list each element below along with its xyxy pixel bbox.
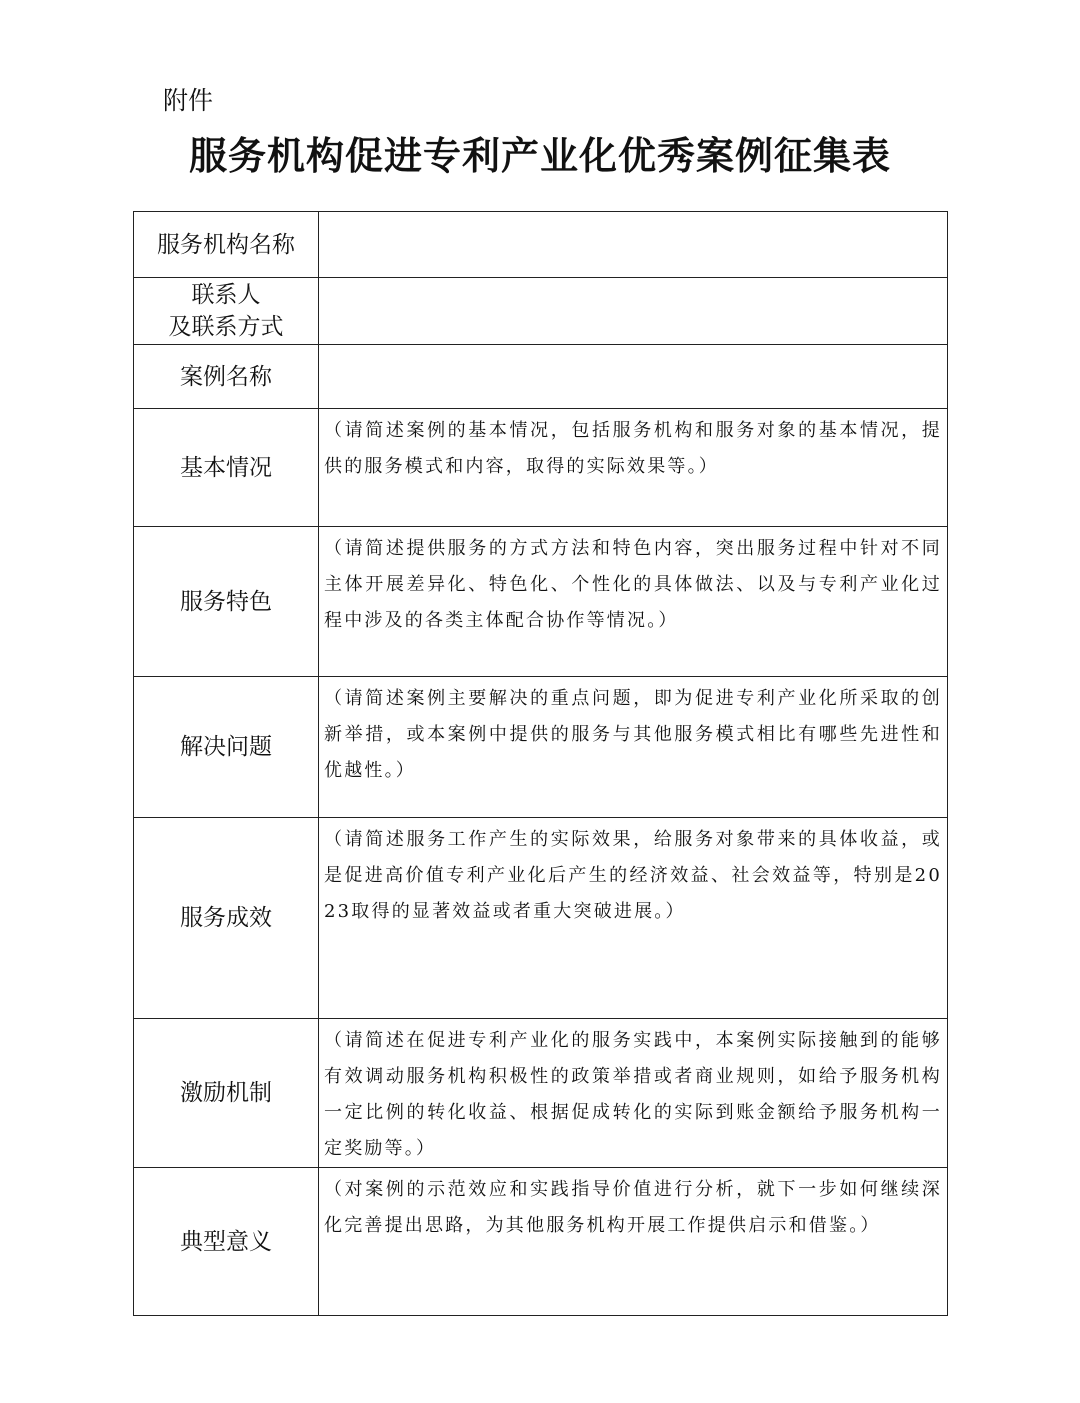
field-label-incentive-mechanism: 激励机制	[134, 1019, 319, 1168]
field-label-case-name: 案例名称	[134, 345, 319, 409]
field-label-problems-solved: 解决问题	[134, 677, 319, 818]
field-hint-basic-info[interactable]: （请简述案例的基本情况，包括服务机构和服务对象的基本情况，提供的服务模式和内容，取得的实际效果等。）	[319, 409, 948, 527]
field-label-contact: 联系人 及联系方式	[134, 278, 319, 345]
field-label-service-results: 服务成效	[134, 818, 319, 1019]
form-row-contact	[134, 278, 948, 345]
case-collection-form	[133, 211, 948, 1316]
field-input-contact[interactable]	[319, 278, 948, 345]
attachment-label: 附件	[163, 86, 214, 115]
form-row-problems-solved	[134, 677, 948, 818]
field-input-org-name[interactable]	[319, 212, 948, 278]
field-hint-service-results[interactable]: （请简述服务工作产生的实际效果，给服务对象带来的具体收益，或是促进高价值专利产业化后产生的经济效益、社会效益等，特别是2023取得的显著效益或者重大突破进展。）	[319, 818, 948, 1019]
form-row-service-results	[134, 818, 948, 1019]
field-label-basic-info: 基本情况	[134, 409, 319, 527]
field-input-case-name[interactable]	[319, 345, 948, 409]
form-row-typical-significance	[134, 1168, 948, 1316]
field-hint-problems-solved[interactable]: （请简述案例主要解决的重点问题，即为促进专利产业化所采取的创新举措，或本案例中提供的服务与其他服务模式相比有哪些先进性和优越性。）	[319, 677, 948, 818]
field-hint-incentive-mechanism[interactable]: （请简述在促进专利产业化的服务实践中，本案例实际接触到的能够有效调动服务机构积极性的政策举措或者商业规则，如给予服务机构一定比例的转化收益、根据促成转化的实际到账金额给予服务机构一定奖励等。）	[319, 1019, 948, 1168]
form-row-case-name	[134, 345, 948, 409]
field-label-service-features: 服务特色	[134, 527, 319, 677]
document-title: 服务机构促进专利产业化优秀案例征集表	[188, 133, 891, 178]
field-hint-typical-significance[interactable]: （对案例的示范效应和实践指导价值进行分析，就下一步如何继续深化完善提出思路，为其他服务机构开展工作提供启示和借鉴。）	[319, 1168, 948, 1316]
form-row-basic-info	[134, 409, 948, 527]
field-label-org-name: 服务机构名称	[134, 212, 319, 278]
field-label-typical-significance: 典型意义	[134, 1168, 319, 1316]
field-hint-service-features[interactable]: （请简述提供服务的方式方法和特色内容，突出服务过程中针对不同主体开展差异化、特色化、个性化的具体做法、以及与专利产业化过程中涉及的各类主体配合协作等情况。）	[319, 527, 948, 677]
form-row-service-features	[134, 527, 948, 677]
form-row-org-name	[134, 212, 948, 278]
form-row-incentive-mechanism	[134, 1019, 948, 1168]
